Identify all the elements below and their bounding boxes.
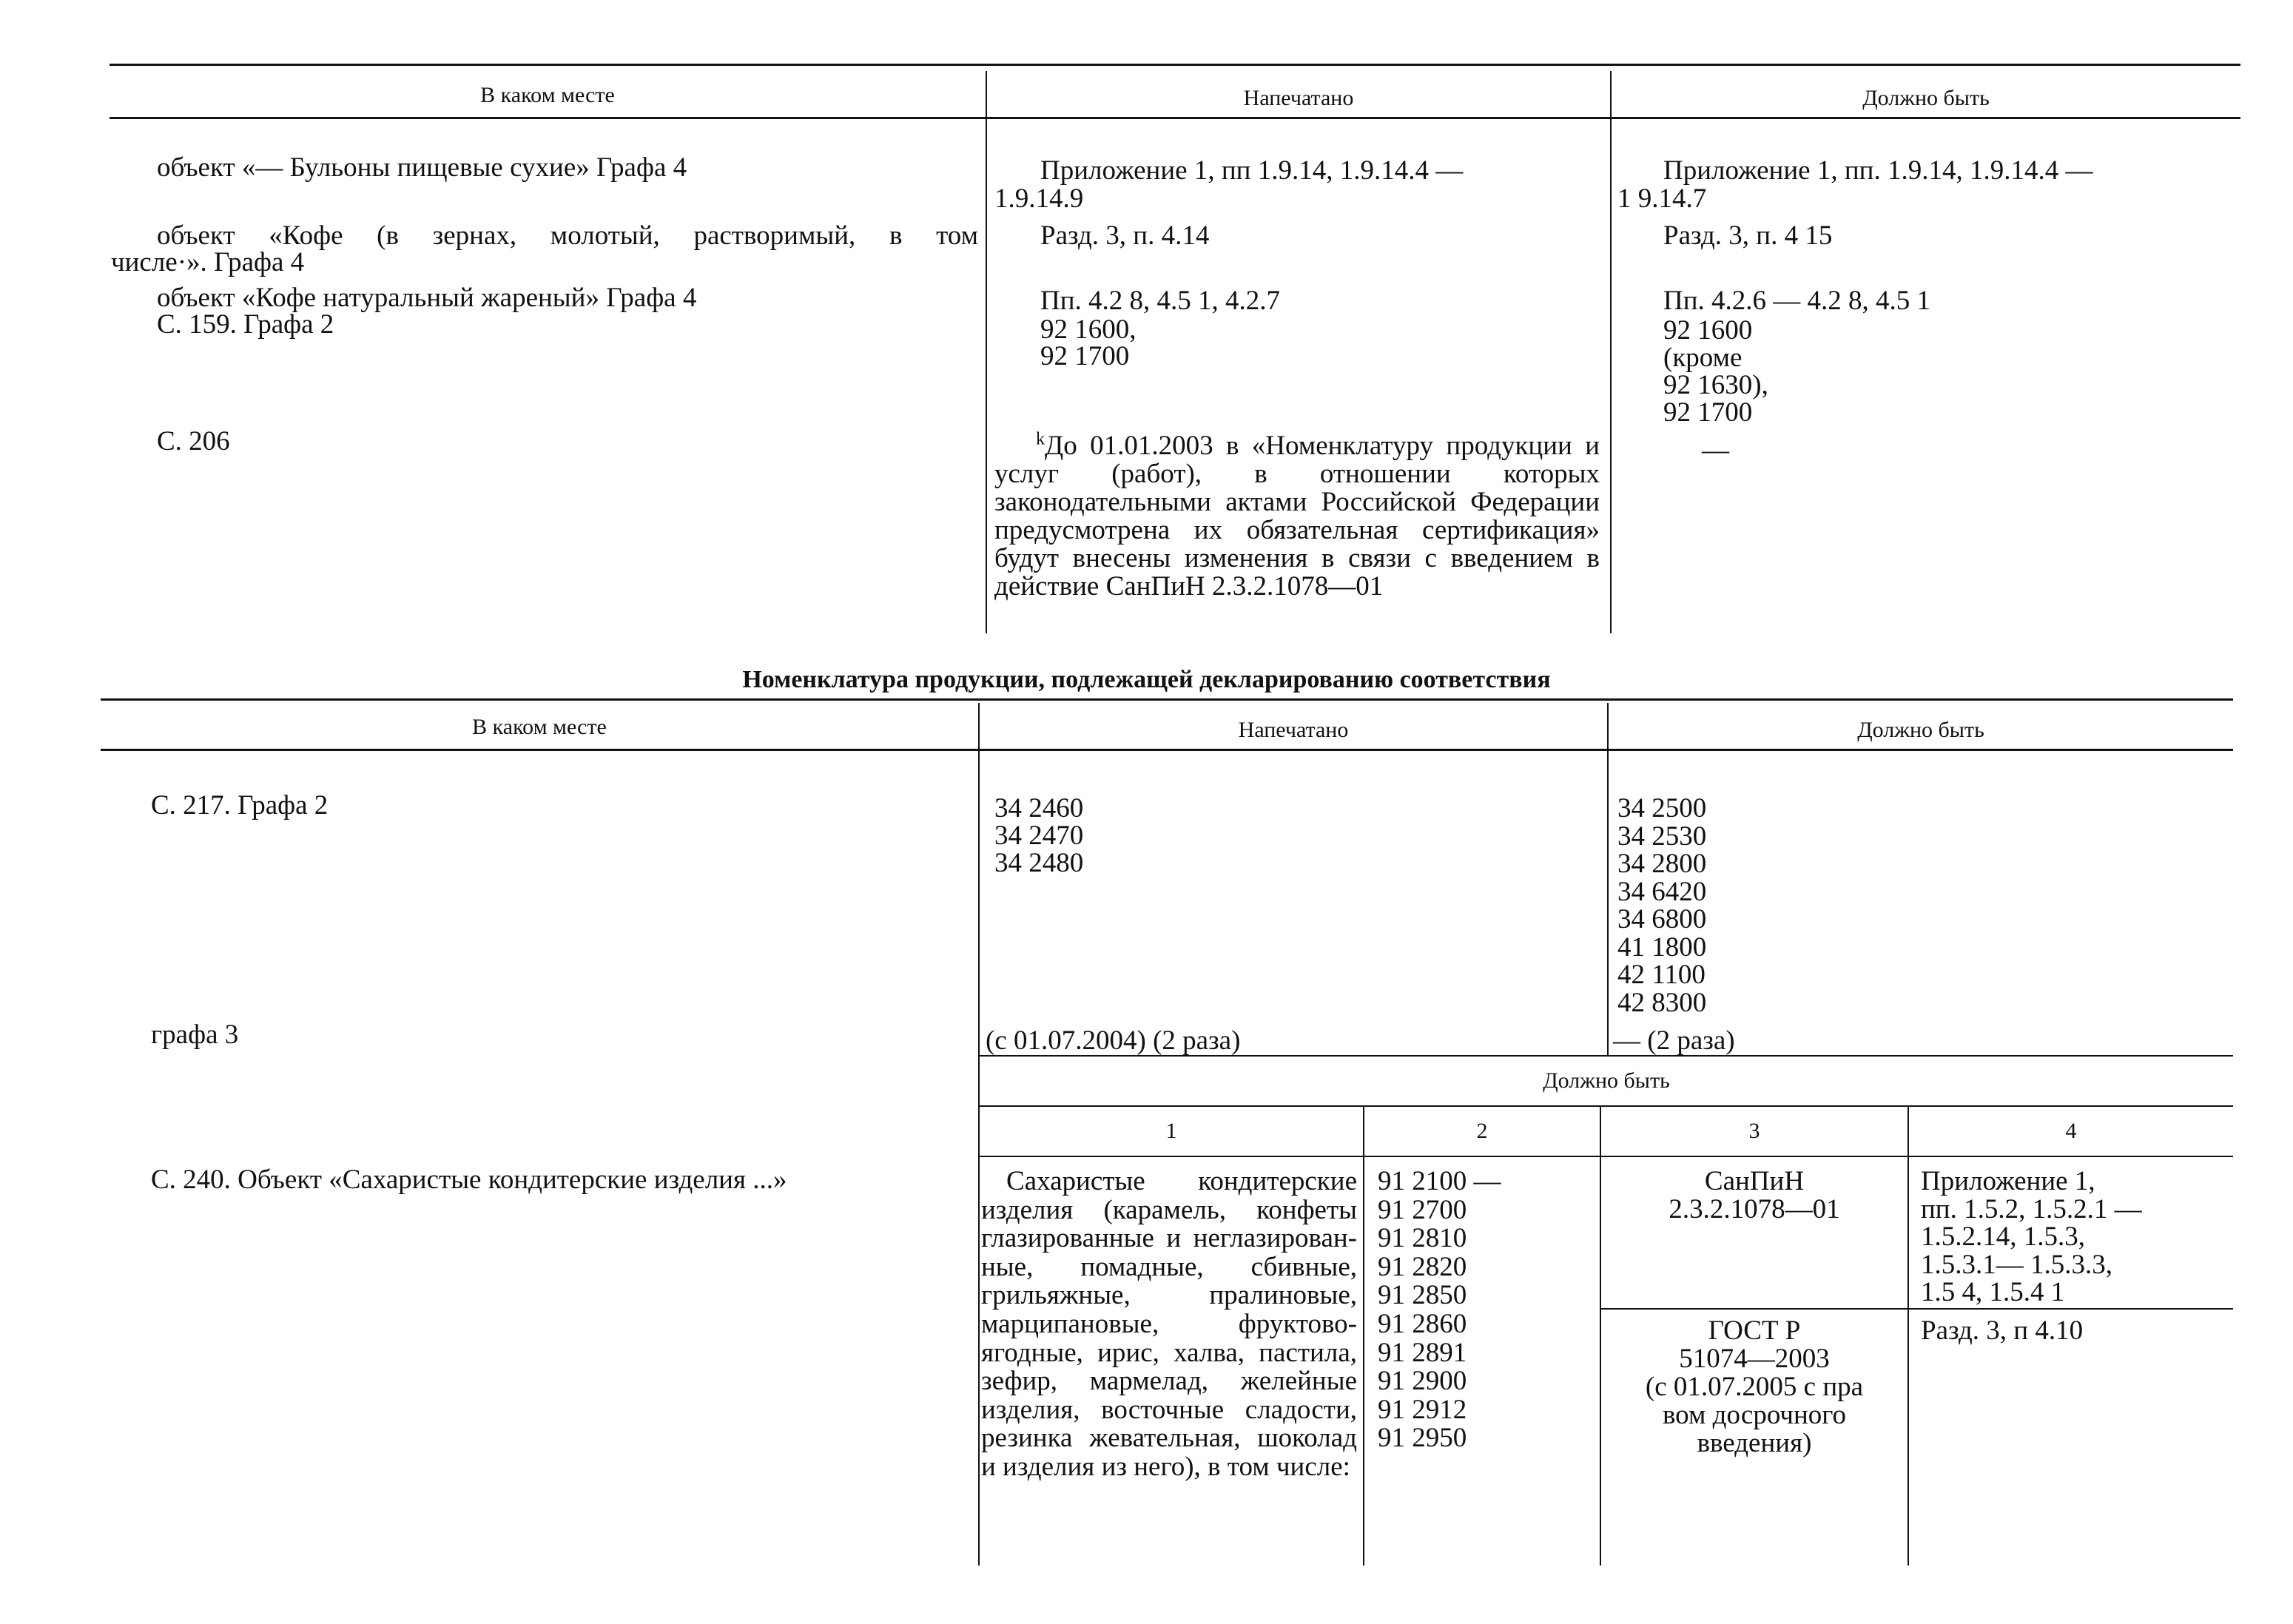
table1-col-divider-1 (986, 71, 987, 633)
table2-header-should: Должно быть (1857, 718, 1984, 742)
t2-row3-col3-bottom: ГОСТ Р 51074—2003 (с 01.07.2005 с пра вом досрочного введения) (1645, 1315, 1864, 1458)
nested-col3-4-split-rule (1600, 1308, 2233, 1310)
row3-where: объект «Кофе натуральный жареный» Графа 4 (157, 283, 697, 313)
row3-should: Пп. 4.2.6 — 4.2 8, 4.5 1 (1663, 286, 1931, 316)
t2-row3-col2: 91 2100 — 91 2700 91 2810 91 2820 91 2850 91 2860 91 2891 91 2900 91 2912 91 2950 (1378, 1166, 1501, 1454)
nested-col-3-label: 3 (1748, 1119, 1760, 1143)
table1-top-rule (110, 64, 2240, 66)
nested-subheader-rule (978, 1105, 2233, 1107)
t2-row1-printed: 34 2460 34 2470 34 2480 (994, 793, 1084, 878)
t2-row3-col3-top: СанПиН 2.3.2.1078—01 (1669, 1166, 1840, 1224)
nested-col-2-label: 2 (1476, 1119, 1488, 1143)
row1-should: Приложение 1, пп. 1.9.14, 1.9.14.4 — 1 9.14.7 (1617, 155, 2093, 214)
nested-top-rule (978, 1055, 2233, 1057)
nested-col-4-label: 4 (2065, 1119, 2077, 1143)
table1-header-rule (110, 117, 2240, 119)
table2-top-rule (101, 698, 2233, 701)
nested-cols-rule (978, 1156, 2233, 1157)
footnote-mark: k (1036, 429, 1045, 449)
table2-header-rule (101, 749, 2233, 751)
nested-subheader: Должно быть (1543, 1068, 1670, 1093)
table1-header-should: Должно быть (1862, 86, 1990, 110)
t2-row3-where: С. 240. Объект «Сахаристые кондитерские изделия ...» (151, 1165, 787, 1195)
row3-printed: Пп. 4.2 8, 4.5 1, 4.2.7 (1040, 286, 1281, 316)
table1-header-printed: Напечатано (1243, 86, 1354, 110)
row4-should: 92 1600 (кроме 92 1630), 92 1700 (1663, 315, 1768, 428)
t2-row3-col4-bottom: Разд. 3, п 4.10 (1921, 1315, 2084, 1346)
table2-col-divider-2 (1607, 703, 1609, 1055)
row2-where-line2: числе·». Графа 4 (111, 247, 305, 277)
table2-title: Номенклатура продукции, подлежащей декларированию соответствия (742, 666, 1551, 693)
row2-should: Разд. 3, п. 4 15 (1663, 220, 1833, 251)
t2-row3-col4-top: Приложение 1, пп. 1.5.2, 1.5.2.1 — 1.5.2.14, 1.5.3, 1.5.3.1— 1.5.3.3, 1.5 4, 1.5.4 1 (1921, 1166, 2142, 1307)
table1-header-where: В каком месте (480, 83, 615, 107)
table2-header-printed: Напечатано (1238, 718, 1349, 742)
row1-printed: Приложение 1, пп 1.9.14, 1.9.14.4 — 1.9.14.9 (994, 155, 1464, 214)
row4-printed: 92 1600, 92 1700 (1040, 314, 1137, 371)
row4-where: С. 159. Графа 2 (157, 309, 334, 340)
row5-printed (994, 429, 1600, 602)
table2-header-where: В каком месте (472, 715, 607, 739)
nested-col-divider-3 (1908, 1107, 1909, 1566)
row2-printed: Разд. 3, п. 4.14 (1040, 220, 1210, 251)
row1-where: объект «— Бульоны пищевые сухие» Графа 4 (157, 152, 687, 183)
row5-where: С. 206 (157, 426, 230, 456)
t2-row1-where: С. 217. Графа 2 (151, 790, 329, 821)
row2-where-line1: объект «Кофе (в зернах, молотый, растворимый, в том (157, 220, 978, 251)
t2-row3-col1: Сахаристые кондитерские изделия (карамель, конфеты глазированные и неглазированные, помадные, сбивные, грильяжные, пралиновые, марципановые, фруктовоягодные, ирис, халва, пастила, зефир, мармелад, желейные изделия, восточные сладости, резинка жевательная, шоколад и изделия из него), в том числе: (981, 1166, 1357, 1482)
t2-row2-printed: (с 01.07.2004) (2 раза) (986, 1025, 1241, 1056)
t2-row2-should: — (2 раза) (1613, 1025, 1735, 1056)
table1-col-divider-2 (1610, 71, 1612, 633)
t2-row2-where: графа 3 (151, 1020, 239, 1050)
row5-should: — (1702, 435, 1729, 465)
t2-row1-should: 34 2500 34 2530 34 2800 34 6420 34 6800 41 1800 42 1100 42 8300 (1617, 793, 1707, 1018)
row5-printed-text: До 01.01.2003 в «Номенклатуру продукции и услуг (работ), в отношении которых законодательными актами Российской Федерации предусмотрена их обязательная сертификация» будут внесены изменения в связи с введением в действие СанПиН 2.3.2.1078—01 (994, 431, 1600, 602)
nested-col-1-label: 1 (1165, 1119, 1177, 1143)
nested-col-divider-1 (1363, 1107, 1364, 1566)
